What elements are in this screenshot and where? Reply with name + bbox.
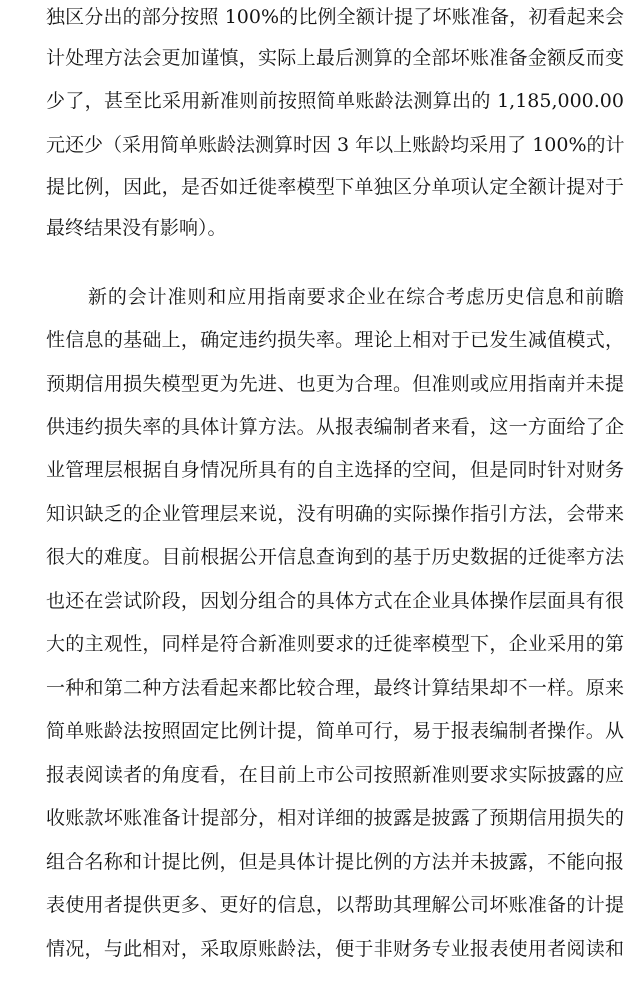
paragraph-1-line-5: 提比例，因此，是否如迁徙率模型下单独区分单项认定全额计提对于 xyxy=(46,176,624,198)
paragraph-2-line-1: 新的会计准则和应用指南要求企业在综合考虑历史信息和前瞻 xyxy=(88,286,624,308)
paragraph-2-line-14: 组合名称和计提比例，但是具体计提比例的方法并未披露，不能向报 xyxy=(46,851,624,873)
paragraph-2-line-2: 性信息的基础上，确定违约损失率。理论上相对于已发生减值模式， xyxy=(46,329,624,351)
paragraph-2-line-11: 简单账龄法按照固定比例计提，简单可行，易于报表编制者操作。从 xyxy=(46,720,624,742)
paragraph-2-line-13: 收账款坏账准备计提部分，相对详细的披露是披露了预期信用损失的 xyxy=(46,807,624,829)
paragraph-1-line-4: 元还少（采用简单账龄法测算时因 3 年以上账龄均采用了 100%的计 xyxy=(46,134,625,156)
paragraph-2-line-5: 业管理层根据自身情况所具有的自主选择的空间，但是同时针对财务 xyxy=(46,459,624,481)
paragraph-2-line-3: 预期信用损失模型更为先进、也更为合理。但准则或应用指南并未提 xyxy=(46,373,624,395)
paragraph-2-line-4: 供违约损失率的具体计算方法。从报表编制者来看，这一方面给了企 xyxy=(46,416,624,438)
paragraph-2-line-10: 一种和第二种方法看起来都比较合理，最终计算结果却不一样。原来 xyxy=(46,677,624,699)
paragraph-2-line-7: 很大的难度。目前根据公开信息查询到的基于历史数据的迁徙率方法 xyxy=(46,546,624,568)
paragraph-1-line-2: 计处理方法会更加谨慎，实际上最后测算的全部坏账准备金额反而变 xyxy=(46,47,624,69)
paragraph-1-line-3: 少了，甚至比采用新准则前按照简单账龄法测算出的 1,185,000.00 xyxy=(46,90,624,112)
paragraph-1-line-1: 独区分出的部分按照 100%的比例全额计提了坏账准备，初看起来会 xyxy=(46,6,624,28)
paragraph-2-line-12: 报表阅读者的角度看，在目前上市公司按照新准则要求实际披露的应 xyxy=(46,764,624,786)
paragraph-1-line-6: 最终结果没有影响）。 xyxy=(46,217,227,239)
paragraph-2-line-16: 情况，与此相对，采取原账龄法，便于非财务专业报表使用者阅读和 xyxy=(46,938,624,960)
paragraph-2-line-8: 也还在尝试阶段，因划分组合的具体方式在企业具体操作层面具有很 xyxy=(46,590,624,612)
paragraph-2-line-6: 知识缺乏的企业管理层来说，没有明确的实际操作指引方法，会带来 xyxy=(46,503,624,525)
paragraph-2-line-9: 大的主观性，同样是符合新准则要求的迁徙率模型下，企业采用的第 xyxy=(46,633,624,655)
paragraph-2-line-15: 表使用者提供更多、更好的信息，以帮助其理解公司坏账准备的计提 xyxy=(46,894,624,916)
